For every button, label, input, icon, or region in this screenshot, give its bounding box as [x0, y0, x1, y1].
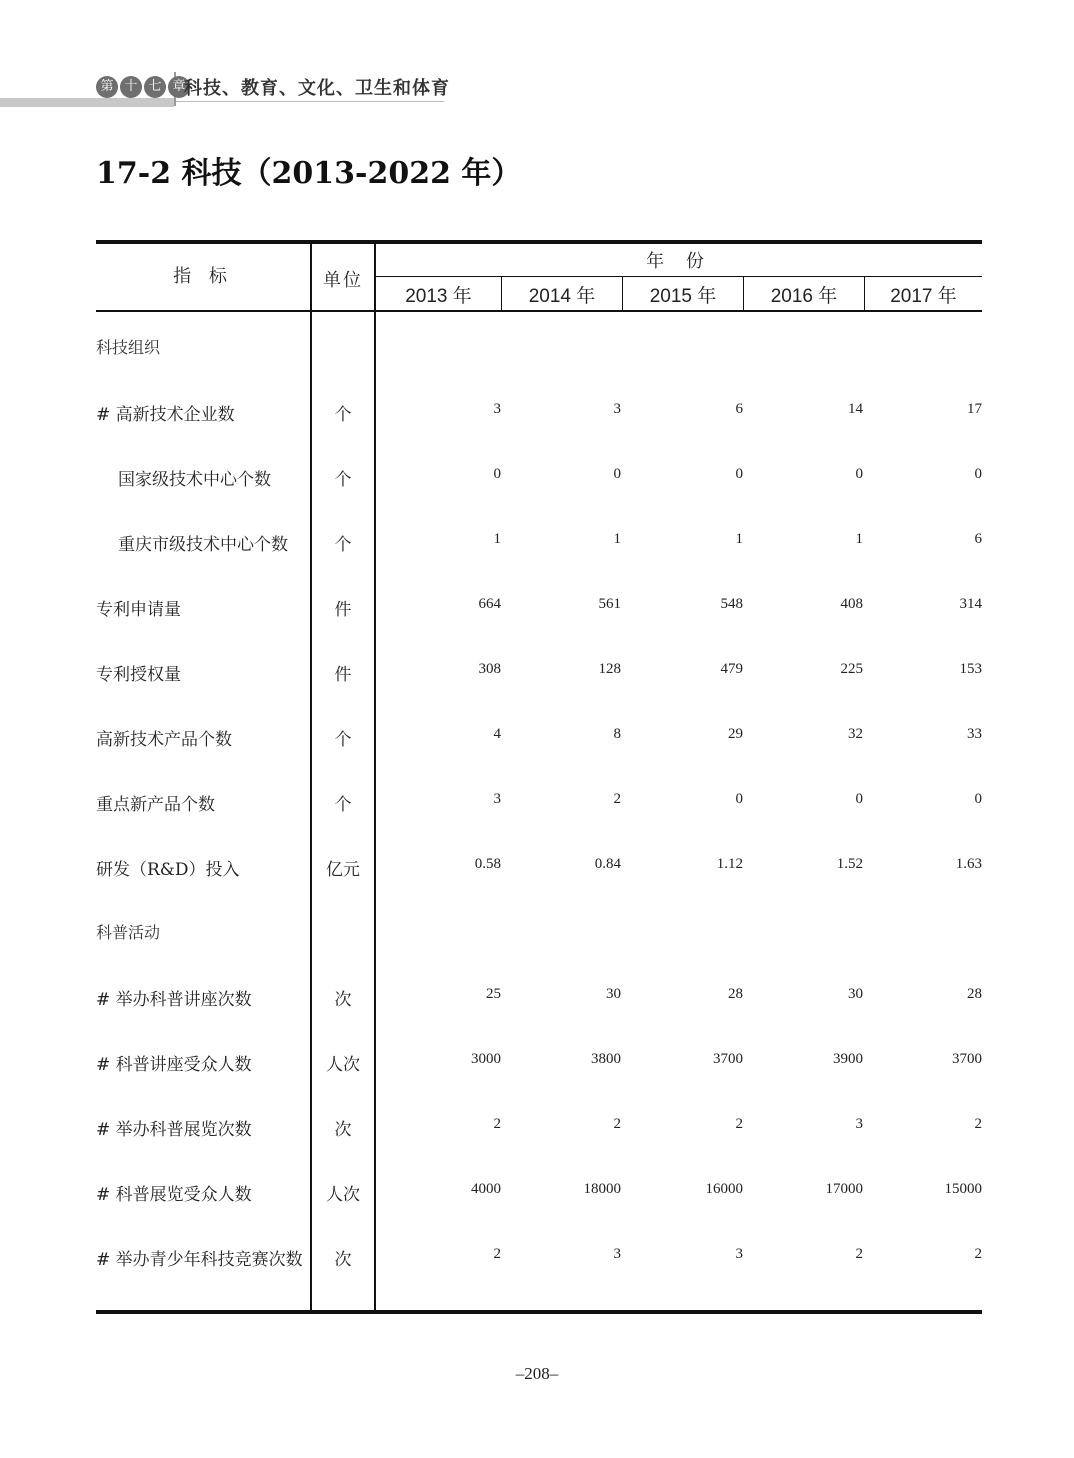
value-cell: 4: [493, 726, 501, 742]
row-label: # 举办青少年科技竞赛次数: [96, 1250, 303, 1270]
table-row: [0, 1245, 1074, 1275]
chapter-title: 科技、教育、文化、卫生和体育: [184, 78, 450, 99]
header-rule: [174, 101, 444, 102]
value-cell: 561: [598, 596, 621, 612]
row-unit: 件: [334, 600, 352, 620]
table-bottom-rule: [96, 1310, 982, 1314]
value-cell: 3: [735, 1246, 743, 1262]
value-cell: 2: [735, 1116, 743, 1132]
table-row: [0, 725, 1074, 755]
value-cell: 29: [728, 726, 743, 742]
year-group-rule: [375, 276, 982, 277]
row-unit: 亿元: [326, 860, 360, 880]
row-unit: 个: [334, 795, 352, 815]
value-cell: 2: [493, 1246, 501, 1262]
value-cell: 0: [735, 466, 743, 482]
value-cell: 1: [613, 531, 621, 547]
chapter-char: 七: [144, 76, 166, 98]
value-cell: 6: [735, 401, 743, 417]
value-cell: 1: [493, 531, 501, 547]
value-cell: 25: [486, 986, 501, 1002]
value-cell: 0: [613, 466, 621, 482]
value-cell: 128: [598, 661, 621, 677]
value-cell: 1.63: [955, 856, 982, 872]
table-row: [0, 1115, 1074, 1145]
value-cell: 1.52: [836, 856, 863, 872]
value-cell: 479: [720, 661, 743, 677]
value-cell: 2: [974, 1116, 982, 1132]
row-unit: 人次: [326, 1185, 360, 1205]
table-row: [0, 1050, 1074, 1080]
value-cell: 0: [855, 466, 863, 482]
row-label: # 科普展览受众人数: [96, 1185, 252, 1205]
table-header-rule: [96, 310, 982, 312]
column-header-unit: 单位: [323, 270, 363, 291]
page-title: 17-2 科技（2013-2022 年）: [96, 156, 522, 191]
value-cell: 2: [493, 1116, 501, 1132]
chapter-tag: [96, 76, 190, 98]
value-cell: 3: [855, 1116, 863, 1132]
table-row: [0, 660, 1074, 690]
row-unit: 次: [334, 990, 352, 1010]
row-label: 专利申请量: [96, 600, 181, 620]
row-unit: 个: [334, 405, 352, 425]
row-label: 科技组织: [96, 338, 161, 357]
row-label: # 举办科普讲座次数: [96, 990, 252, 1010]
value-cell: 0: [974, 791, 982, 807]
value-cell: 1: [735, 531, 743, 547]
table-row: [0, 530, 1074, 560]
section-row: [0, 920, 1074, 950]
value-cell: 408: [840, 596, 863, 612]
value-cell: 15000: [944, 1181, 982, 1197]
row-label: 研发（R&D）投入: [96, 860, 240, 880]
row-unit: 次: [334, 1120, 352, 1140]
row-label: 高新技术产品个数: [96, 730, 232, 750]
chapter-char: 章: [168, 76, 190, 98]
value-cell: 548: [720, 596, 743, 612]
column-header-years: 年 份: [646, 251, 712, 272]
table-row: [0, 1180, 1074, 1210]
row-label: # 高新技术企业数: [96, 405, 235, 425]
header-gray-bar: [0, 98, 174, 107]
value-cell: 3: [613, 401, 621, 417]
value-cell: 16000: [705, 1181, 743, 1197]
year-header: 2017 年: [890, 286, 957, 307]
value-cell: 28: [728, 986, 743, 1002]
value-cell: 6: [974, 531, 982, 547]
value-cell: 0: [493, 466, 501, 482]
chapter-char: 十: [120, 76, 142, 98]
value-cell: 153: [959, 661, 982, 677]
row-label: 重点新产品个数: [96, 795, 215, 815]
value-cell: 3900: [833, 1051, 863, 1067]
value-cell: 225: [840, 661, 863, 677]
table-top-rule: [96, 240, 982, 244]
value-cell: 4000: [471, 1181, 501, 1197]
year-header: 2016 年: [770, 286, 838, 307]
row-unit: 个: [334, 470, 352, 490]
value-cell: 308: [478, 661, 501, 677]
value-cell: 14: [848, 401, 863, 417]
value-cell: 3: [493, 401, 501, 417]
value-cell: 3700: [713, 1051, 743, 1067]
value-cell: 3: [613, 1246, 621, 1262]
row-unit: 个: [334, 535, 352, 555]
value-cell: 2: [855, 1246, 863, 1262]
table-row: [0, 595, 1074, 625]
value-cell: 18000: [583, 1181, 621, 1197]
column-header-indicator: 指 标: [173, 266, 233, 287]
value-cell: 32: [848, 726, 863, 742]
chapter-char: 第: [96, 76, 118, 98]
row-unit: 个: [334, 730, 352, 750]
table-row: [0, 400, 1074, 430]
value-cell: 2: [613, 1116, 621, 1132]
value-cell: 0: [974, 466, 982, 482]
row-label: 重庆市级技术中心个数: [118, 535, 288, 555]
value-cell: 2: [613, 791, 621, 807]
value-cell: 0: [735, 791, 743, 807]
year-header: 2014 年: [528, 286, 596, 307]
value-cell: 1.12: [716, 856, 743, 872]
value-cell: 17: [967, 401, 982, 417]
value-cell: 30: [848, 986, 863, 1002]
row-label: 国家级技术中心个数: [118, 470, 271, 490]
value-cell: 33: [967, 726, 982, 742]
year-header: 2013 年: [405, 286, 472, 307]
page-number: –208–: [515, 1364, 559, 1383]
table-row: [0, 465, 1074, 495]
row-label: # 科普讲座受众人数: [96, 1055, 252, 1075]
value-cell: 28: [967, 986, 982, 1002]
value-cell: 8: [613, 726, 621, 742]
table-row: [0, 985, 1074, 1015]
value-cell: 0.58: [474, 856, 501, 872]
value-cell: 3: [493, 791, 501, 807]
table-row: [0, 855, 1074, 885]
row-unit: 件: [334, 665, 352, 685]
value-cell: 30: [606, 986, 621, 1002]
row-unit: 人次: [326, 1055, 360, 1075]
row-label: 专利授权量: [96, 665, 181, 685]
value-cell: 17000: [825, 1181, 863, 1197]
value-cell: 0: [855, 791, 863, 807]
value-cell: 664: [478, 596, 501, 612]
row-label: # 举办科普展览次数: [96, 1120, 252, 1140]
value-cell: 314: [959, 596, 982, 612]
value-cell: 3800: [591, 1051, 621, 1067]
section-row: [0, 335, 1074, 365]
value-cell: 1: [855, 531, 863, 547]
year-header: 2015 年: [649, 286, 717, 307]
value-cell: 0.84: [594, 856, 621, 872]
table-row: [0, 790, 1074, 820]
row-unit: 次: [334, 1250, 352, 1270]
value-cell: 2: [974, 1246, 982, 1262]
value-cell: 3000: [471, 1051, 501, 1067]
value-cell: 3700: [952, 1051, 982, 1067]
row-label: 科普活动: [96, 923, 161, 942]
